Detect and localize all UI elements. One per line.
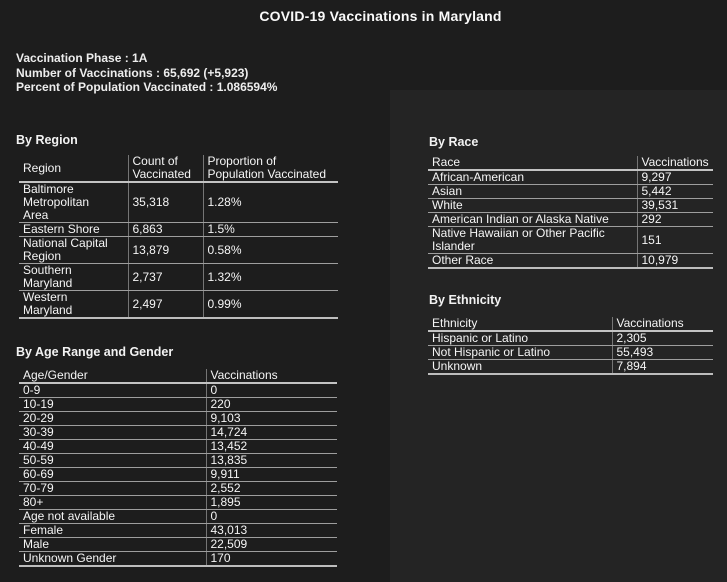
count-vaccinated: 6,863 <box>128 223 203 237</box>
table-row <box>19 454 337 468</box>
table-row <box>428 213 713 227</box>
age-gender-label: 80+ <box>19 496 206 510</box>
by-race-table <box>428 156 713 269</box>
age-gender-label: Male <box>19 538 206 552</box>
count-vaccinated: 2,497 <box>128 291 203 319</box>
age-gender-label: Age not available <box>19 510 206 524</box>
table-row <box>19 482 337 496</box>
vaccinations-count: 0 <box>206 383 337 398</box>
count-vaccinated: 2,737 <box>128 264 203 291</box>
table-row <box>19 552 337 567</box>
table-row <box>19 426 337 440</box>
vaccinations-count: 0 <box>206 510 337 524</box>
proportion-vaccinated: 1.32% <box>203 264 338 291</box>
vaccinations-count: 13,452 <box>206 440 337 454</box>
table-row <box>19 398 337 412</box>
table-row <box>428 360 713 375</box>
vaccinations-count: 2,305 <box>612 331 713 346</box>
proportion-vaccinated: 1.28% <box>203 182 338 223</box>
table-row <box>428 346 713 360</box>
column-header: Vaccinations <box>637 156 713 170</box>
vaccinations-count: 151 <box>637 227 713 254</box>
table-header-row <box>428 317 713 331</box>
age-gender-label: Female <box>19 524 206 538</box>
vaccinations-count: 22,509 <box>206 538 337 552</box>
proportion-vaccinated: 1.5% <box>203 223 338 237</box>
race-label: Native Hawaiian or Other Pacific Islander <box>428 227 637 254</box>
age-gender-label: 10-19 <box>19 398 206 412</box>
table-row <box>428 227 713 254</box>
count-vaccinated: 13,879 <box>128 237 203 264</box>
table-row <box>19 468 337 482</box>
column-header: Age/Gender <box>19 369 206 383</box>
table-row <box>19 510 337 524</box>
table-header-row <box>19 155 338 182</box>
region-name: Southern Maryland <box>19 264 128 291</box>
table-row <box>19 412 337 426</box>
race-label: Asian <box>428 185 637 199</box>
column-header: Vaccinations <box>612 317 713 331</box>
table-row <box>19 538 337 552</box>
vaccinations-count: 292 <box>637 213 713 227</box>
region-name: National Capital Region <box>19 237 128 264</box>
proportion-vaccinated: 0.58% <box>203 237 338 264</box>
vaccinations-count: 220 <box>206 398 337 412</box>
age-gender-label: 30-39 <box>19 426 206 440</box>
ethnicity-label: Not Hispanic or Latino <box>428 346 612 360</box>
table-row <box>19 440 337 454</box>
table-header-row <box>428 156 713 170</box>
column-header: Vaccinations <box>206 369 337 383</box>
vaccination-phase-stat: Vaccination Phase : 1A <box>16 51 148 65</box>
age-gender-label: 70-79 <box>19 482 206 496</box>
by-ethnicity-heading: By Ethnicity <box>429 293 502 307</box>
table-row <box>19 223 338 237</box>
column-header: Ethnicity <box>428 317 612 331</box>
table-row <box>428 254 713 269</box>
vaccinations-count: 9,911 <box>206 468 337 482</box>
race-label: Other Race <box>428 254 637 269</box>
by-race-heading: By Race <box>429 135 479 149</box>
vaccinations-count: 2,552 <box>206 482 337 496</box>
vaccinations-count: 7,894 <box>612 360 713 375</box>
ethnicity-label: Hispanic or Latino <box>428 331 612 346</box>
age-gender-label: 50-59 <box>19 454 206 468</box>
vaccinations-count: 9,103 <box>206 412 337 426</box>
race-label: African-American <box>428 170 637 185</box>
region-name: Western Maryland <box>19 291 128 319</box>
table-row <box>428 199 713 213</box>
by-region-heading: By Region <box>16 133 78 147</box>
age-gender-label: 0-9 <box>19 383 206 398</box>
column-header: Region <box>19 155 128 182</box>
vaccinations-count: 14,724 <box>206 426 337 440</box>
table-row <box>19 182 338 223</box>
table-row <box>19 237 338 264</box>
vaccinations-count: 39,531 <box>637 199 713 213</box>
number-of-vaccinations-stat: Number of Vaccinations : 65,692 (+5,923) <box>16 65 249 80</box>
age-gender-label: 40-49 <box>19 440 206 454</box>
count-vaccinated: 35,318 <box>128 182 203 223</box>
vaccinations-count: 5,442 <box>637 185 713 199</box>
column-header: Proportion of Population Vaccinated <box>203 155 338 182</box>
vaccinations-count: 9,297 <box>637 170 713 185</box>
table-row <box>19 291 338 319</box>
table-row <box>428 185 713 199</box>
vaccinations-count: 13,835 <box>206 454 337 468</box>
table-row <box>428 170 713 185</box>
by-age-gender-table <box>19 369 337 567</box>
summary-stats <box>16 51 277 95</box>
table-row <box>428 331 713 346</box>
ethnicity-label: Unknown <box>428 360 612 375</box>
table-header-row <box>19 369 337 383</box>
vaccinations-count: 10,979 <box>637 254 713 269</box>
proportion-vaccinated: 0.99% <box>203 291 338 319</box>
vaccinations-count: 55,493 <box>612 346 713 360</box>
race-label: White <box>428 199 637 213</box>
column-header: Race <box>428 156 637 170</box>
table-row <box>19 383 337 398</box>
region-name: Eastern Shore <box>19 223 128 237</box>
table-row <box>19 524 337 538</box>
vaccinations-count: 43,013 <box>206 524 337 538</box>
by-region-table <box>19 155 338 319</box>
age-gender-label: Unknown Gender <box>19 552 206 567</box>
page-title: COVID-19 Vaccinations in Maryland <box>259 8 502 24</box>
age-gender-label: 20-29 <box>19 412 206 426</box>
race-label: American Indian or Alaska Native <box>428 213 637 227</box>
percent-vaccinated-stat: Percent of Population Vaccinated : 1.086594% <box>16 80 278 94</box>
table-row <box>19 264 338 291</box>
column-header: Count of Vaccinated <box>128 155 203 182</box>
by-ethnicity-table <box>428 317 713 375</box>
by-age-gender-heading: By Age Range and Gender <box>16 345 174 359</box>
age-gender-label: 60-69 <box>19 468 206 482</box>
vaccinations-count: 1,895 <box>206 496 337 510</box>
vaccinations-count: 170 <box>206 552 337 567</box>
table-row <box>19 496 337 510</box>
region-name: Baltimore Metropolitan Area <box>19 182 128 223</box>
